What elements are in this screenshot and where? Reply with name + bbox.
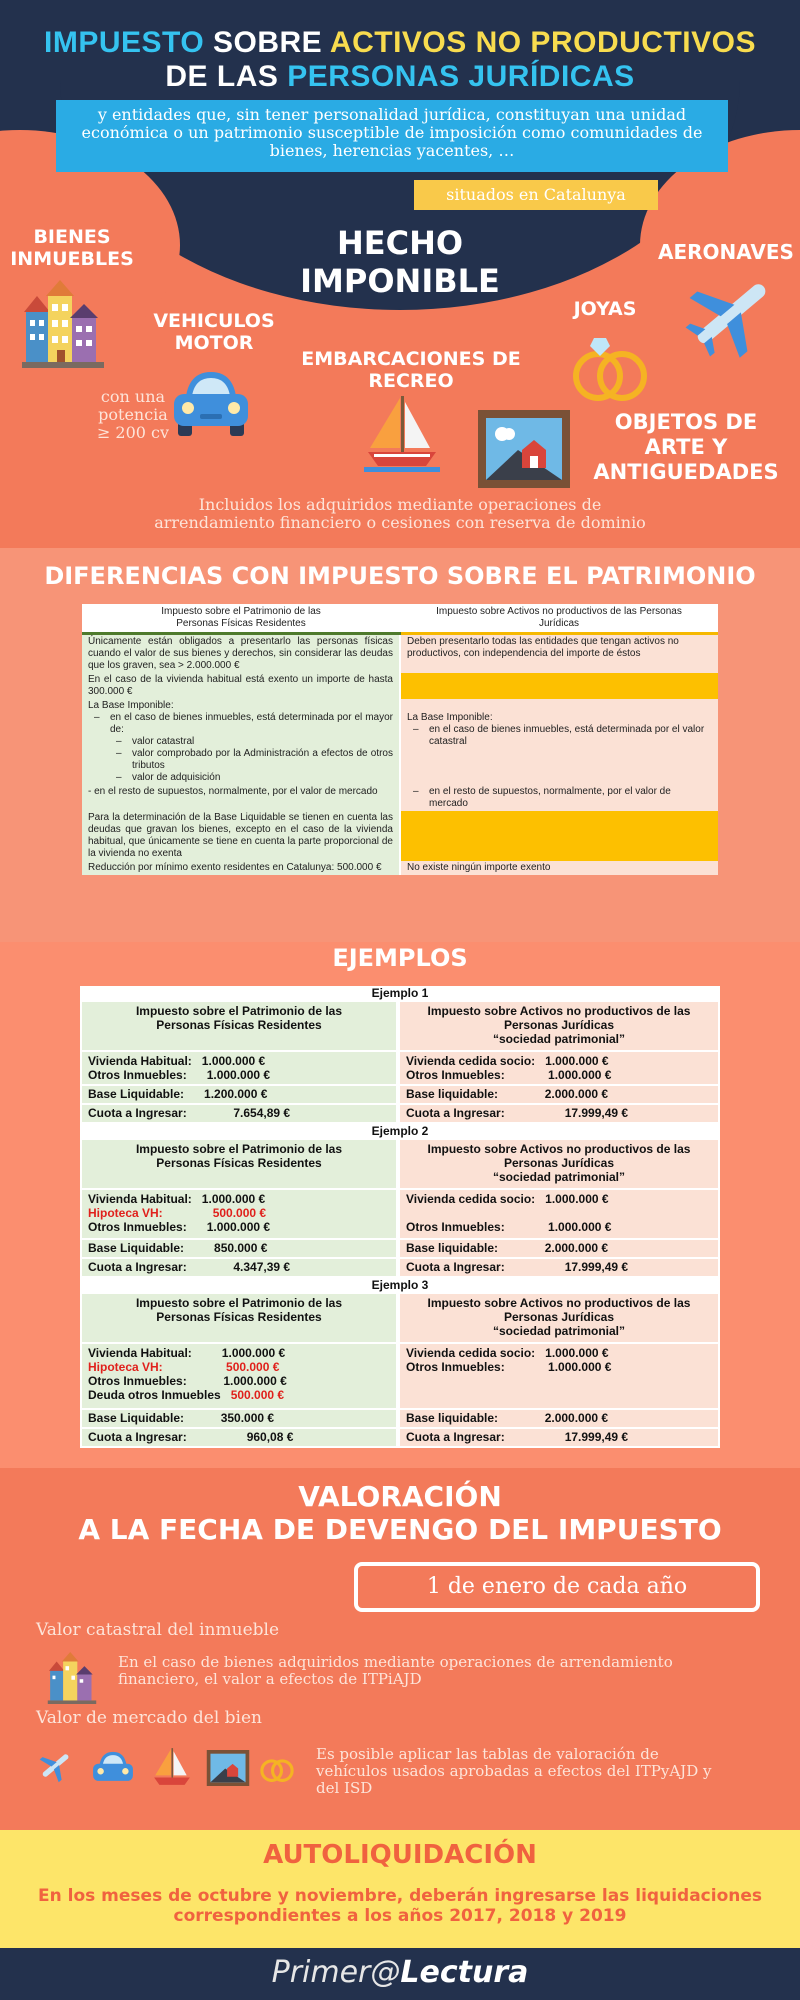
base-imponible-label: La Base Imponible: [88, 700, 174, 711]
page-title [0, 26, 800, 94]
table-cell: Deben presentarlo todas las entidades que tengan activos no productivos, con independencia del importe de éstos [400, 634, 718, 674]
table-cell [82, 699, 400, 785]
table-cell: Reducción por mínimo exento residentes en Catalunya: 500.000 € [82, 861, 400, 875]
rings-icon [568, 334, 652, 406]
header-line: Impuesto sobre Activos no productivos de las [427, 1142, 691, 1156]
value-row: Otros Inmuebles: 1.000.000 € [406, 1068, 612, 1082]
mercado-note-l3: del ISD [316, 1779, 373, 1797]
title-word-sobre: SOBRE [204, 26, 330, 59]
airplane-icon [680, 270, 780, 360]
ejemplos-title: EJEMPLOS [332, 944, 468, 972]
table-cell: Para la determinación de la Base Liquidable se tienen en cuenta las deudas que gravan los bienes, excepto en el caso de la vivienda habitual, que únicamente se tiene en cuenta la parte proporcional de la vivienda no exenta [82, 811, 400, 861]
deuda-label: Deuda otros Inmuebles [88, 1388, 231, 1402]
table-header-left [82, 604, 400, 634]
catastral-note [118, 1654, 778, 1688]
header-line: “sociedad patrimonial” [492, 1170, 626, 1184]
ejemplos-section [0, 942, 800, 1468]
fecha-devengo-box: 1 de enero de cada año [354, 1562, 760, 1612]
header-line: Personas Jurídicas [503, 1018, 615, 1032]
autoliquidacion-title: AUTOLIQUIDACIÓN [263, 1840, 537, 1870]
value-row: Otros Inmuebles: 1.000.000 € [88, 1068, 271, 1082]
header-line: “sociedad patrimonial” [492, 1032, 626, 1046]
table-row [82, 785, 718, 811]
potencia-l3: ≥ 200 cv [96, 423, 170, 442]
base-liquidable: Base liquidable: 2.000.000 € [400, 1240, 718, 1257]
cuota-ingresar: Cuota a Ingresar: 960,08 € [82, 1429, 396, 1446]
aeronaves-label: AERONAVES [658, 240, 794, 264]
embarcaciones-label [296, 348, 526, 392]
cuota-ingresar: Cuota a Ingresar: 7.654,89 € [82, 1105, 396, 1122]
autoliquidacion-text-l2: correspondientes a los años 2017, 2018 y 2019 [173, 1906, 627, 1926]
car-icon [172, 366, 250, 438]
ejemplo-2-title: Ejemplo 2 [371, 1124, 429, 1138]
ejemplo-1-right-values [400, 1052, 718, 1084]
base-imponible-label: La Base Imponible: [407, 712, 493, 723]
list-item: – valor comprobado por la Administración a efectos de otros tributos [116, 748, 393, 771]
header-line: Personas Físicas Residentes [156, 1156, 322, 1170]
autoliquidacion-section [0, 1830, 800, 1948]
header-left-l2: Personas Físicas Residentes [176, 618, 306, 629]
vehiculos-label [144, 310, 284, 354]
mercado-note-l1: Es posible aplicar las tablas de valoración de [316, 1745, 659, 1763]
title-word-activos: ACTIVOS NO PRODUCTIVOS [329, 26, 756, 59]
brand-primer: Primer@ [271, 1955, 401, 1990]
ejemplo-1-header-left [82, 1002, 396, 1050]
table-cell [400, 785, 718, 811]
ejemplo-3-header-left [82, 1294, 396, 1342]
header-line: “sociedad patrimonial” [492, 1324, 626, 1338]
sailboat-icon [364, 392, 440, 472]
header-line: Impuesto sobre el Patrimonio de las [135, 1142, 343, 1156]
table-row [82, 673, 718, 699]
painting-icon-small [206, 1750, 250, 1786]
valoracion-section [0, 1468, 800, 1830]
header-right-l2: Jurídicas [538, 618, 579, 629]
value-row: Otros Inmuebles: 1.000.000 € [88, 1220, 271, 1234]
footer-brand [0, 1948, 800, 2000]
valoracion-title [0, 1480, 800, 1546]
brand-lectura: Lectura [400, 1955, 529, 1990]
incluidos-l2: arrendamiento financiero o cesiones con reserva de dominio [154, 513, 646, 532]
header-line: Personas Físicas Residentes [156, 1310, 322, 1324]
title-word-de-las: DE LAS [165, 60, 288, 93]
vehiculos-l1: VEHICULOS [153, 310, 275, 332]
hecho-imponible-section [0, 0, 800, 548]
list-item-text: en el resto de supuestos, normalmente, por el valor de mercado [429, 786, 671, 809]
value-row: Otros Inmuebles: 1.000.000 € [88, 1374, 287, 1388]
bienes-l1: BIENES [33, 226, 111, 248]
hecho-title-l1: HECHO [336, 224, 464, 262]
rings-icon-small [258, 1752, 296, 1784]
list-item: – valor de adquisición [116, 772, 221, 783]
header-line: Impuesto sobre el Patrimonio de las [135, 1004, 343, 1018]
ejemplo-3-left-values [82, 1344, 396, 1408]
list-item-text: valor catastral [132, 736, 195, 747]
base-liquidable: Base Liquidable: 850.000 € [82, 1240, 396, 1257]
autoliquidacion-text-l1: En los meses de octubre y noviembre, deberán ingresarse las liquidaciones [38, 1886, 762, 1906]
cuota-ingresar: Cuota a Ingresar: 4.347,39 € [82, 1259, 396, 1276]
header-left-l1: Impuesto sobre el Patrimonio de las [161, 606, 321, 617]
header-line: Impuesto sobre Activos no productivos de las [427, 1296, 691, 1310]
list-item: – valor catastral [116, 736, 195, 747]
value-row: Vivienda Habitual: 1.000.000 € [88, 1054, 266, 1068]
table-cell: - en el resto de supuestos, normalmente, por el valor de mercado [82, 785, 400, 811]
list-item: – en el caso de bienes inmuebles, está determinada por el valor catastral [413, 724, 705, 747]
header-line: Personas Físicas Residentes [156, 1018, 322, 1032]
mercado-note-l2: vehículos usados aprobadas a efectos del ITPyAJD y [316, 1762, 712, 1780]
bienes-l2: INMUEBLES [10, 248, 134, 270]
value-row: Otros Inmuebles: 1.000.000 € [406, 1220, 612, 1234]
autoliquidacion-text [20, 1886, 780, 1926]
table-cell: No existe ningún importe exento [400, 861, 718, 875]
embarcaciones-l1: EMBARCACIONES DE [301, 348, 521, 370]
objetos-arte-label [576, 410, 796, 485]
table-cell-highlight [400, 673, 718, 699]
intro-text: y entidades que, sin tener personalidad jurídica, constituyan una unidad económica o un patrimonio susceptible de imposición como comunidades de bienes, herencias yacentes, … [56, 100, 728, 172]
value-row: Vivienda Habitual: 1.000.000 € [88, 1192, 266, 1206]
deuda-row [82, 1388, 396, 1402]
incluidos-l1: Incluidos los adquiridos mediante operaciones de [198, 495, 602, 514]
table-row [82, 699, 718, 785]
catastral-note-l1: En el caso de bienes adquiridos mediante operaciones de arrendamiento [118, 1653, 673, 1671]
value-row: Vivienda cedida socio: 1.000.000 € [406, 1346, 609, 1360]
ejemplo-2-right-values [400, 1190, 718, 1238]
diferencias-title: DIFERENCIAS CON IMPUESTO SOBRE EL PATRIMONIO [44, 562, 756, 590]
list-item-text: valor de adquisición [132, 772, 221, 783]
cuota-ingresar: Cuota a Ingresar: 17.999,49 € [400, 1259, 718, 1276]
airplane-icon-small [36, 1748, 74, 1784]
value-row: Vivienda Habitual: 1.000.000 € [88, 1346, 286, 1360]
table-cell [400, 699, 718, 785]
ejemplo-3-title: Ejemplo 3 [371, 1278, 429, 1292]
mercado-note [316, 1746, 786, 1797]
ejemplo-1-title: Ejemplo 1 [371, 986, 429, 1000]
table-cell: En el caso de la vivienda habitual está exento un importe de hasta 300.000 € [82, 673, 400, 699]
value-row: Vivienda cedida socio: 1.000.000 € [406, 1192, 609, 1206]
table-cell-highlight [400, 811, 718, 861]
incluidos-note [100, 496, 700, 532]
sailboat-icon-small [152, 1746, 192, 1788]
list-item-text: en el caso de bienes inmuebles, está determinada por el mayor de: [110, 712, 393, 735]
base-liquidable: Base Liquidable: 350.000 € [82, 1410, 396, 1427]
ejemplo-2-header-right [400, 1140, 718, 1188]
value-row: Vivienda cedida socio: 1.000.000 € [406, 1054, 609, 1068]
objetos-l3: ANTIGUEDADES [593, 460, 779, 484]
table-row [82, 861, 718, 875]
potencia-note [90, 388, 176, 442]
header-line: Personas Jurídicas [503, 1310, 615, 1324]
title-word-impuesto: IMPUESTO [44, 26, 205, 59]
list-item: – en el resto de supuestos, normalmente, por el valor de mercado [413, 786, 671, 809]
catastral-note-l2: financiero, el valor a efectos de ITPiAJD [118, 1670, 422, 1688]
bienes-inmuebles-label [6, 226, 138, 270]
hipoteca-row: Hipoteca VH: 500.000 € [88, 1206, 267, 1220]
valoracion-title-l1: VALORACIÓN [298, 1480, 502, 1513]
valor-mercado-title: Valor de mercado del bien [36, 1708, 262, 1728]
base-liquidable: Base Liquidable: 1.200.000 € [82, 1086, 396, 1103]
cuota-ingresar: Cuota a Ingresar: 17.999,49 € [400, 1429, 718, 1446]
car-icon-small [92, 1748, 134, 1788]
ejemplo-2-left-values [82, 1190, 396, 1238]
deuda-value: 500.000 € [230, 1388, 285, 1402]
table-header-row [82, 604, 718, 634]
buildings-icon-small [44, 1652, 100, 1704]
joyas-label: JOYAS [573, 298, 637, 320]
list-item: – en el caso de bienes inmuebles, está determinada por el mayor de: [94, 712, 393, 735]
title-word-personas: PERSONAS JURÍDICAS [287, 60, 635, 93]
value-row: Otros Inmuebles: 1.000.000 € [406, 1360, 612, 1374]
embarcaciones-l2: RECREO [368, 370, 454, 392]
header-line: Impuesto sobre el Patrimonio de las [135, 1296, 343, 1310]
table-cell: Únicamente están obligados a presentarlo las personas físicas cuando el valor de sus bienes y derechos, sin considerar las deudas que los graven, sea > 2.000.000 € [82, 634, 400, 674]
table-row [82, 634, 718, 674]
objetos-l2: ARTE Y [644, 435, 728, 459]
valoracion-title-l2: A LA FECHA DE DEVENGO DEL IMPUESTO [78, 1513, 722, 1546]
base-liquidable: Base liquidable: 2.000.000 € [400, 1086, 718, 1103]
buildings-icon [22, 280, 104, 368]
list-item-text: valor comprobado por la Administración a efectos de otros tributos [132, 748, 393, 771]
hecho-title-l2: IMPONIBLE [300, 262, 500, 300]
diferencias-section [0, 548, 800, 942]
ejemplo-2-header-left [82, 1140, 396, 1188]
potencia-l2: potencia [98, 405, 168, 424]
table-row [82, 811, 718, 861]
hipoteca-row: Hipoteca VH: 500.000 € [88, 1360, 280, 1374]
hecho-imponible-title [270, 224, 530, 300]
valor-catastral-title: Valor catastral del inmueble [36, 1620, 280, 1640]
list-item-text: en el caso de bienes inmuebles, está determinada por el valor catastral [429, 724, 705, 747]
header-line: Personas Jurídicas [503, 1156, 615, 1170]
painting-icon [478, 410, 570, 488]
catalunya-badge: situados en Catalunya [414, 180, 658, 210]
header-line: Impuesto sobre Activos no productivos de las [427, 1004, 691, 1018]
diferencias-table [82, 604, 718, 875]
vehiculos-l2: MOTOR [174, 332, 254, 354]
potencia-l1: con una [100, 387, 166, 406]
ejemplo-1-header-right [400, 1002, 718, 1050]
ejemplo-3-right-values [400, 1344, 718, 1408]
cuota-ingresar: Cuota a Ingresar: 17.999,49 € [400, 1105, 718, 1122]
ejemplos-table [80, 986, 720, 1448]
ejemplo-3-header-right [400, 1294, 718, 1342]
header-right-l1: Impuesto sobre Activos no productivos de las Personas [436, 606, 682, 617]
objetos-l1: OBJETOS DE [614, 410, 758, 434]
base-liquidable: Base liquidable: 2.000.000 € [400, 1410, 718, 1427]
table-header-right [400, 604, 718, 634]
ejemplo-1-left-values [82, 1052, 396, 1084]
